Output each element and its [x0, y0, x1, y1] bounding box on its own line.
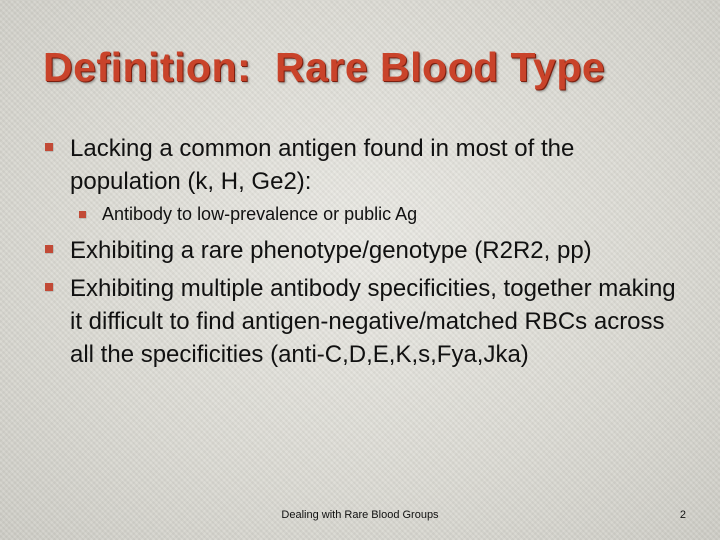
sub-bullet-item: [40, 202, 680, 226]
square-bullet-icon: [79, 211, 86, 218]
bullet-item: [40, 272, 680, 371]
page-number: 2: [679, 509, 686, 521]
slide-title: Definition: Rare Blood Type: [43, 44, 606, 90]
square-bullet-icon: [45, 143, 53, 151]
bullet-item: [40, 234, 680, 267]
bullet-item: [40, 132, 680, 198]
slide-body: [40, 132, 680, 376]
square-bullet-icon: [45, 245, 53, 253]
sub-bullet-text: Antibody to low-prevalence or public Ag: [102, 204, 418, 224]
bullet-text: Lacking a common antigen found in most of the population (k, H, Ge2):: [70, 135, 575, 195]
footer-text: Dealing with Rare Blood Groups: [281, 509, 439, 521]
square-bullet-icon: [45, 283, 53, 291]
bullet-text: Exhibiting multiple antibody specificities, together making it difficult to find antigen-negative/matched RBCs across all the specificities (anti-C,D,E,K,s,Fya,Jka): [70, 275, 676, 368]
bullet-text: Exhibiting a rare phenotype/genotype (R2R2, pp): [70, 237, 592, 264]
